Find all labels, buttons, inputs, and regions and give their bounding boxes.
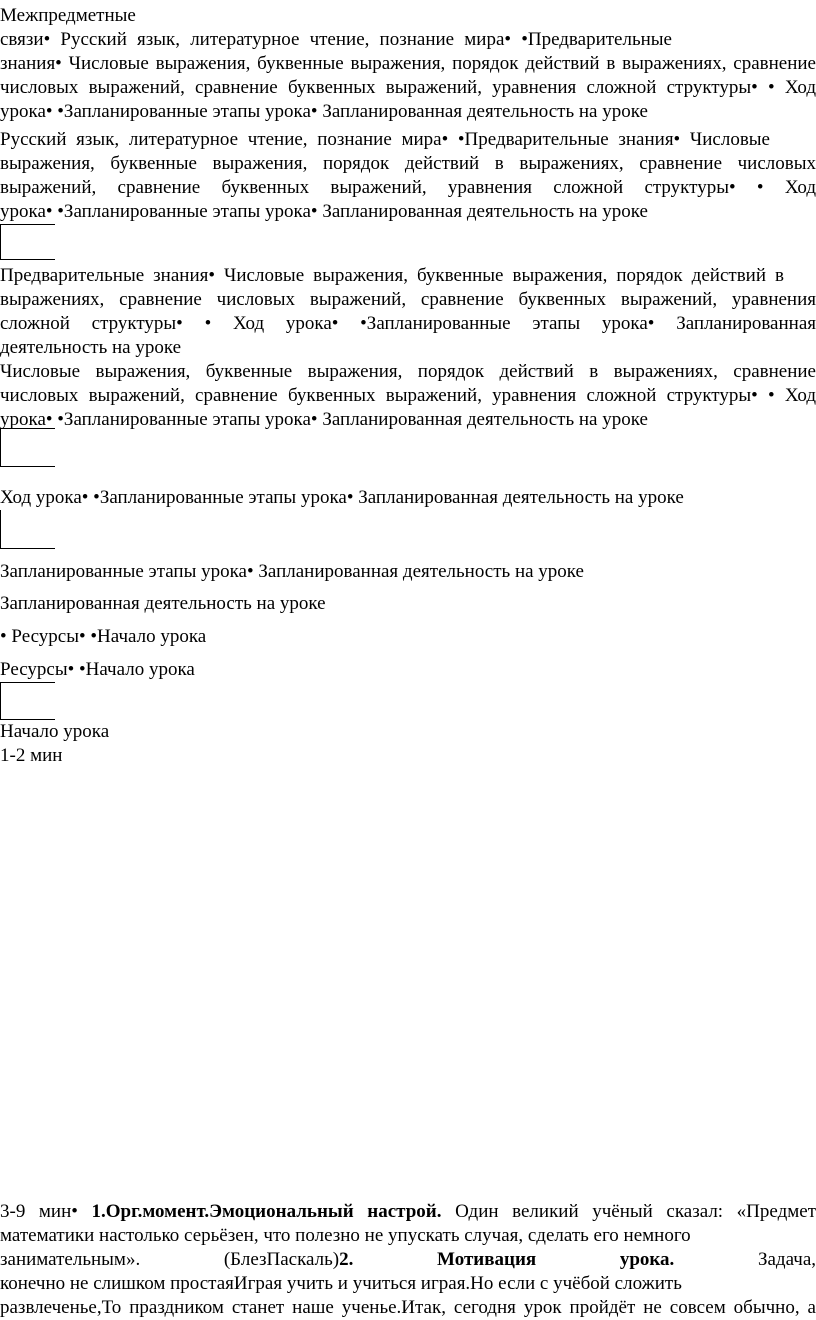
time-label: 3-9 мин• (0, 1201, 92, 1222)
text-fragment: занимательным». (БлезПаскаль) (0, 1249, 340, 1270)
stage-heading: 1.Орг.момент. (91, 1201, 210, 1222)
text-line: урока• •Запланированные этапы урока• Запланированная деятельность на уроке (0, 201, 648, 222)
text-line: Ход урока• •Запланированные этапы урока• Запланированная деятельность на уроке (0, 487, 684, 508)
table-cell-box (0, 510, 55, 549)
text-fragment: Один великий учёный сказал: «Предмет (441, 1201, 816, 1222)
text-line: выражениях, сравнение числовых выражений, сравнение буквенных выражений, уравнения (0, 289, 816, 310)
text-line: числовых выражений, сравнение буквенных выражений, уравнения сложной структуры• • Ход (0, 385, 816, 406)
line-resursy-2 (0, 658, 816, 682)
text-line: Ресурсы• •Начало урока (0, 659, 195, 680)
text-line: Начало урока (0, 721, 110, 742)
text-line: • Ресурсы• •Начало урока (0, 626, 207, 647)
text-line: Запланированные этапы урока• Запланированная деятельность на уроке (0, 561, 584, 582)
stage-heading: Эмоциональный настрой. (209, 1201, 442, 1222)
text-line: Предварительные знания• Числовые выражения, буквенные выражения, порядок действий в (0, 265, 784, 286)
text-line: конечно не слишком простаяИграя учить и учиться играя.Но если с учёбой сложить (0, 1273, 682, 1294)
block-predvaritelnye (0, 264, 816, 432)
block-org-moment (0, 1200, 816, 1320)
text-line (0, 1248, 816, 1272)
text-line: числовых выражений, сравнение буквенных выражений, уравнения сложной структуры• • Ход (0, 77, 816, 98)
table-cell-box (0, 428, 55, 467)
block-mezhpredmetnye (0, 4, 816, 124)
line-resursy-1 (0, 625, 816, 649)
text-line: урока• •Запланированные этапы урока• Запланированная деятельность на уроке (0, 409, 648, 430)
text-line: математики настолько серьёзен, что полезно не упускать случая, сделать его немного (0, 1225, 691, 1246)
line-hod-uroka (0, 486, 816, 510)
text-line: Межпредметные (0, 5, 136, 26)
text-line: знания• Числовые выражения, буквенные выражения, порядок действий в выражениях, сравнение (0, 53, 816, 74)
text-line: развлеченье,То праздником станет наше ученье.Итак, сегодня урок пройдёт не совсем обычно, а (0, 1297, 816, 1318)
text-line: деятельность на уроке (0, 337, 182, 358)
text-line: выражения, буквенные выражения, порядок действий в выражениях, сравнение числовых (0, 153, 816, 174)
text-line: выражений, сравнение буквенных выражений, уравнения сложной структуры• • Ход (0, 177, 816, 198)
text-line: урока• •Запланированные этапы урока• Запланированная деятельность на уроке (0, 101, 648, 122)
text-line: связи• Русский язык, литературное чтение, познание мира• •Предварительные (0, 29, 672, 50)
line-deyatelnost (0, 592, 816, 616)
stage-heading: 2. Мотивация урока. (339, 1249, 675, 1270)
text-line: сложной структуры• • Ход урока• •Запланированные этапы урока• Запланированная (0, 313, 816, 334)
line-etapy (0, 560, 816, 584)
time-label: 1-2 мин (0, 745, 63, 766)
block-nachalo-uroka (0, 720, 816, 768)
text-line: Числовые выражения, буквенные выражения, порядок действий в выражениях, сравнение (0, 361, 816, 382)
block-russkiy (0, 128, 816, 224)
text-line (0, 1200, 816, 1224)
table-cell-box (0, 224, 55, 260)
text-line: Русский язык, литературное чтение, познание мира• •Предварительные знания• Числовые (0, 129, 770, 150)
text-line: Запланированная деятельность на уроке (0, 593, 326, 614)
table-cell-box (0, 682, 55, 720)
text-fragment: Задача, (757, 1249, 816, 1270)
